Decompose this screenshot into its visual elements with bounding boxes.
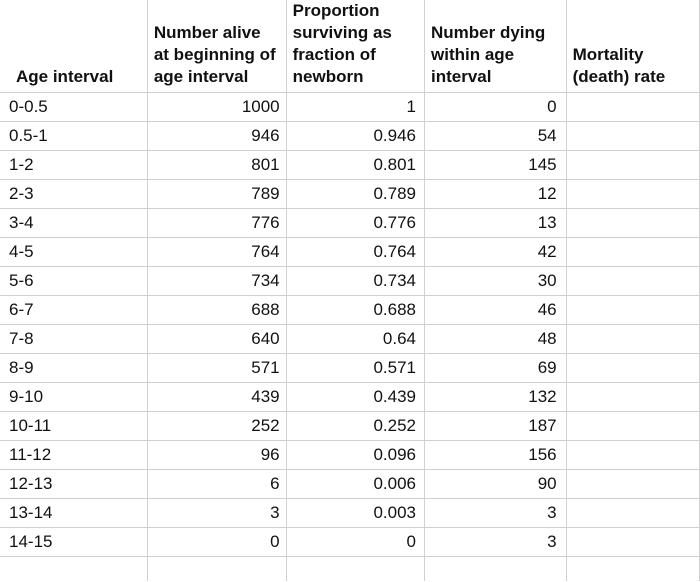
cell-mortality-rate[interactable] [566,325,699,354]
cell-number-dying[interactable]: 12 [425,180,567,209]
cell-mortality-rate[interactable] [566,354,699,383]
cell-number-alive[interactable]: 0 [147,528,286,557]
cell-number-dying[interactable]: 46 [425,296,567,325]
cell-number-alive[interactable]: 571 [147,354,286,383]
table-row [0,296,700,325]
cell-number-alive[interactable]: 688 [147,296,286,325]
cell-number-dying[interactable]: 132 [425,383,567,412]
cell-number-alive[interactable]: 764 [147,238,286,267]
cell-proportion-surviving[interactable]: 0.801 [286,151,424,180]
cell-mortality-rate[interactable] [566,93,699,122]
cell-mortality-rate[interactable] [566,499,699,528]
cell-number-alive[interactable]: 801 [147,151,286,180]
cell-number-dying[interactable]: 54 [425,122,567,151]
cell-mortality-rate[interactable] [566,267,699,296]
cell-proportion-surviving[interactable]: 0 [286,528,424,557]
cell-mortality-rate[interactable] [566,528,699,557]
cell-age-interval[interactable]: 3-4 [0,209,147,238]
cell-number-dying[interactable]: 0 [425,93,567,122]
cell-number-alive[interactable]: 96 [147,441,286,470]
cell-number-dying[interactable]: 156 [425,441,567,470]
cell-number-alive[interactable]: 946 [147,122,286,151]
cell-age-interval[interactable]: 10-11 [0,412,147,441]
table-row [0,238,700,267]
table-row [0,325,700,354]
cell-number-alive[interactable]: 6 [147,470,286,499]
cell-number-alive[interactable]: 252 [147,412,286,441]
empty-cell[interactable] [0,557,147,582]
cell-mortality-rate[interactable] [566,441,699,470]
cell-number-alive[interactable]: 734 [147,267,286,296]
cell-mortality-rate[interactable] [566,238,699,267]
cell-age-interval[interactable]: 13-14 [0,499,147,528]
cell-proportion-surviving[interactable]: 0.439 [286,383,424,412]
cell-age-interval[interactable]: 14-15 [0,528,147,557]
header-proportion-surviving[interactable]: Proportion surviving as fraction of newborn [286,0,424,93]
cell-number-dying[interactable]: 3 [425,499,567,528]
cell-proportion-surviving[interactable]: 0.571 [286,354,424,383]
header-number-alive[interactable]: Number alive at beginning of age interval [147,0,286,93]
table-row [0,528,700,557]
cell-proportion-surviving[interactable]: 0.64 [286,325,424,354]
cell-number-dying[interactable]: 30 [425,267,567,296]
cell-mortality-rate[interactable] [566,470,699,499]
cell-number-alive[interactable]: 789 [147,180,286,209]
table-row [0,209,700,238]
cell-mortality-rate[interactable] [566,122,699,151]
cell-number-dying[interactable]: 187 [425,412,567,441]
cell-proportion-surviving[interactable]: 0.776 [286,209,424,238]
cell-age-interval[interactable]: 2-3 [0,180,147,209]
table-row [0,93,700,122]
cell-mortality-rate[interactable] [566,209,699,238]
table-row [0,470,700,499]
cell-proportion-surviving[interactable]: 1 [286,93,424,122]
cell-proportion-surviving[interactable]: 0.688 [286,296,424,325]
cell-number-dying[interactable]: 90 [425,470,567,499]
empty-cell[interactable] [286,557,424,582]
empty-cell[interactable] [425,557,567,582]
cell-age-interval[interactable]: 11-12 [0,441,147,470]
header-number-dying[interactable]: Number dying within age interval [425,0,567,93]
cell-number-alive[interactable]: 640 [147,325,286,354]
table-row [0,151,700,180]
table-row [0,122,700,151]
table-row [0,354,700,383]
empty-row [0,557,700,582]
cell-age-interval[interactable]: 12-13 [0,470,147,499]
table-row [0,441,700,470]
cell-mortality-rate[interactable] [566,383,699,412]
cell-mortality-rate[interactable] [566,180,699,209]
header-age-interval[interactable]: Age interval [0,0,147,93]
header-mortality-rate[interactable]: Mortality (death) rate [566,0,699,93]
empty-cell[interactable] [147,557,286,582]
cell-age-interval[interactable]: 8-9 [0,354,147,383]
empty-cell[interactable] [566,557,699,582]
cell-number-dying[interactable]: 69 [425,354,567,383]
cell-age-interval[interactable]: 4-5 [0,238,147,267]
cell-age-interval[interactable]: 1-2 [0,151,147,180]
cell-number-dying[interactable]: 145 [425,151,567,180]
cell-age-interval[interactable]: 7-8 [0,325,147,354]
cell-number-dying[interactable]: 42 [425,238,567,267]
cell-number-dying[interactable]: 13 [425,209,567,238]
cell-proportion-surviving[interactable]: 0.946 [286,122,424,151]
table-row [0,412,700,441]
header-row [0,0,700,93]
cell-number-dying[interactable]: 48 [425,325,567,354]
cell-proportion-surviving[interactable]: 0.789 [286,180,424,209]
cell-proportion-surviving[interactable]: 0.006 [286,470,424,499]
cell-mortality-rate[interactable] [566,412,699,441]
cell-number-alive[interactable]: 439 [147,383,286,412]
table-row [0,499,700,528]
cell-age-interval[interactable]: 9-10 [0,383,147,412]
cell-proportion-surviving[interactable]: 0.734 [286,267,424,296]
cell-age-interval[interactable]: 0-0.5 [0,93,147,122]
cell-mortality-rate[interactable] [566,151,699,180]
cell-age-interval[interactable]: 0.5-1 [0,122,147,151]
cell-age-interval[interactable]: 6-7 [0,296,147,325]
cell-number-dying[interactable]: 3 [425,528,567,557]
cell-number-alive[interactable]: 3 [147,499,286,528]
cell-proportion-surviving[interactable]: 0.764 [286,238,424,267]
cell-proportion-surviving[interactable]: 0.096 [286,441,424,470]
table-row [0,383,700,412]
cell-mortality-rate[interactable] [566,296,699,325]
cell-number-alive[interactable]: 776 [147,209,286,238]
cell-age-interval[interactable]: 5-6 [0,267,147,296]
table-body [0,93,700,582]
cell-number-alive[interactable]: 1000 [147,93,286,122]
table-row [0,267,700,296]
table-row [0,180,700,209]
cell-proportion-surviving[interactable]: 0.003 [286,499,424,528]
cell-proportion-surviving[interactable]: 0.252 [286,412,424,441]
